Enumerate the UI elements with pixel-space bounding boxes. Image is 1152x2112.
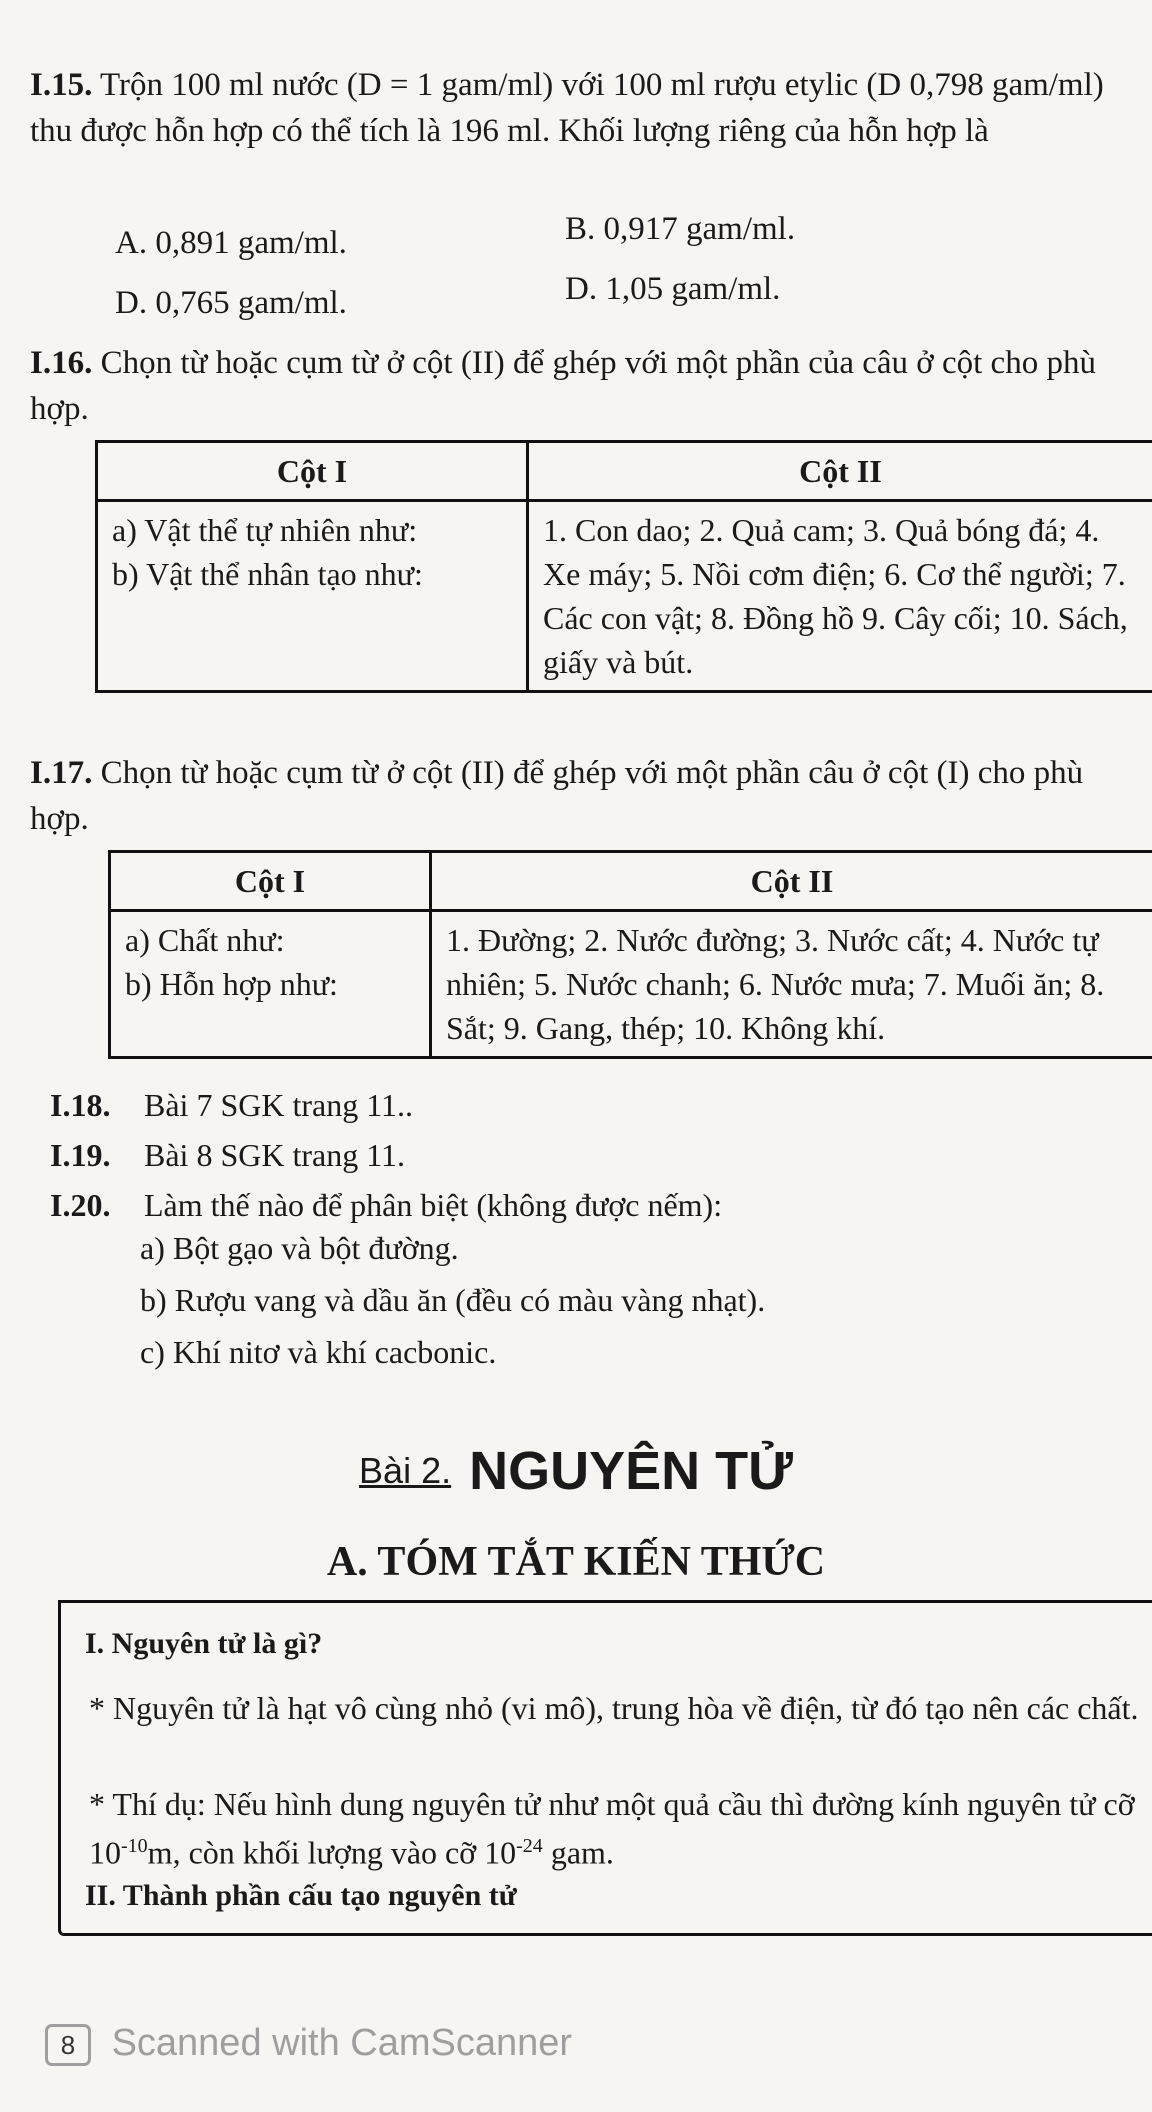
lesson-title: NGUYÊN TỬ [469, 1441, 793, 1501]
question-text: Làm thế nào để phân biệt (không được nếm): [144, 1187, 723, 1223]
question-text: Bài 7 SGK trang 11.. [144, 1087, 414, 1123]
question-i15 [30, 62, 1142, 154]
summary-paragraph [89, 1783, 1141, 1874]
scanner-watermark [45, 2022, 572, 2066]
summary-heading: I. Nguyên tử là gì? [85, 1627, 323, 1660]
question-list [50, 1082, 722, 1228]
question-number: I.18. [50, 1087, 111, 1123]
summary-text: m, còn khối lượng vào cỡ 10 [147, 1834, 517, 1871]
exponent: -24 [516, 1835, 543, 1857]
section-title: A. TÓM TẮT KIẾN THỨC [326, 1539, 826, 1585]
option-d: D. 1,05 gam/ml. [565, 271, 781, 307]
watermark-text: Scanned with CamScanner [111, 2022, 573, 2064]
sub-item: b) Rượu vang và dầu ăn (đều có màu vàng nhạt). [140, 1282, 766, 1318]
question-i18 [50, 1082, 722, 1128]
column-ii-cell: 1. Con dao; 2. Quả cam; 3. Quả bóng đá; 4. Xe máy; 5. Nồi cơm điện; 6. Cơ thể người; 7. Các con vật; 8. Đồng hồ 9. Cây cối; 10. Sách, giấy và bút. [528, 501, 1152, 692]
question-text: Bài 8 SGK trang 11. [144, 1137, 406, 1173]
column-i-cell [110, 911, 431, 1058]
summary-paragraph: * Nguyên tử là hạt vô cùng nhỏ (vi mô), trung hòa về điện, từ đó tạo nên các chất. [89, 1690, 1139, 1726]
camscanner-icon: 8 [45, 2024, 91, 2066]
lesson-heading [0, 1440, 1152, 1502]
question-text: Chọn từ hoặc cụm từ ở cột (II) để ghép với một phần của câu ở cột cho phù hợp. [30, 345, 1096, 427]
matching-table-i16 [95, 440, 1152, 693]
question-number: I.16. [30, 345, 93, 381]
question-i17 [30, 750, 1142, 842]
column-header: Cột I [97, 442, 528, 501]
question-i19 [50, 1132, 722, 1178]
sub-item: a) Bột gạo và bột đường. [140, 1230, 459, 1266]
question-number: I.20. [50, 1187, 111, 1223]
question-number: I.15. [30, 67, 93, 103]
option-a: A. 0,891 gam/ml. [115, 225, 347, 261]
sub-item: c) Khí nitơ và khí cacbonic. [140, 1334, 497, 1370]
lesson-number: Bài 2. [359, 1450, 452, 1491]
column-header: Cột II [528, 442, 1152, 501]
question-number: I.17. [30, 755, 93, 791]
column-item: b) Vật thể nhân tạo như: [112, 556, 423, 592]
question-i20-items [140, 1222, 765, 1378]
option-c: D. 0,765 gam/ml. [115, 285, 347, 321]
summary-text: gam. [542, 1834, 614, 1871]
column-item: b) Hỗn hợp như: [125, 966, 338, 1002]
summary-text: * Thí dụ: Nếu hình dung nguyên tử như một quả cầu thì đường kính nguyên tử cỡ 10 [89, 1786, 1135, 1871]
question-i16 [30, 340, 1142, 432]
option-b: B. 0,917 gam/ml. [565, 211, 796, 247]
column-item: a) Chất như: [125, 922, 285, 958]
question-text: Trộn 100 ml nước (D = 1 gam/ml) với 100 ml rượu etylic (D 0,798 gam/ml) thu được hỗn hợp có thể tích là 196 ml. Khối lượng riêng của hỗn hợp là [30, 67, 1104, 149]
column-item: a) Vật thể tự nhiên như: [112, 512, 418, 548]
summary-heading: II. Thành phần cấu tạo nguyên tử [85, 1879, 517, 1912]
exponent: -10 [121, 1835, 148, 1857]
matching-table-i17 [108, 850, 1152, 1059]
question-text: Chọn từ hoặc cụm từ ở cột (II) để ghép với một phần câu ở cột (I) cho phù hợp. [30, 755, 1084, 837]
question-number: I.19. [50, 1137, 111, 1173]
column-ii-cell: 1. Đường; 2. Nước đường; 3. Nước cất; 4. Nước tự nhiên; 5. Nước chanh; 6. Nước mưa; 7. Muối ăn; 8. Sắt; 9. Gang, thép; 10. Không khí. [431, 911, 1152, 1058]
column-header: Cột II [431, 852, 1152, 911]
summary-box [58, 1600, 1152, 1936]
column-header: Cột I [110, 852, 431, 911]
column-i-cell [97, 501, 528, 692]
